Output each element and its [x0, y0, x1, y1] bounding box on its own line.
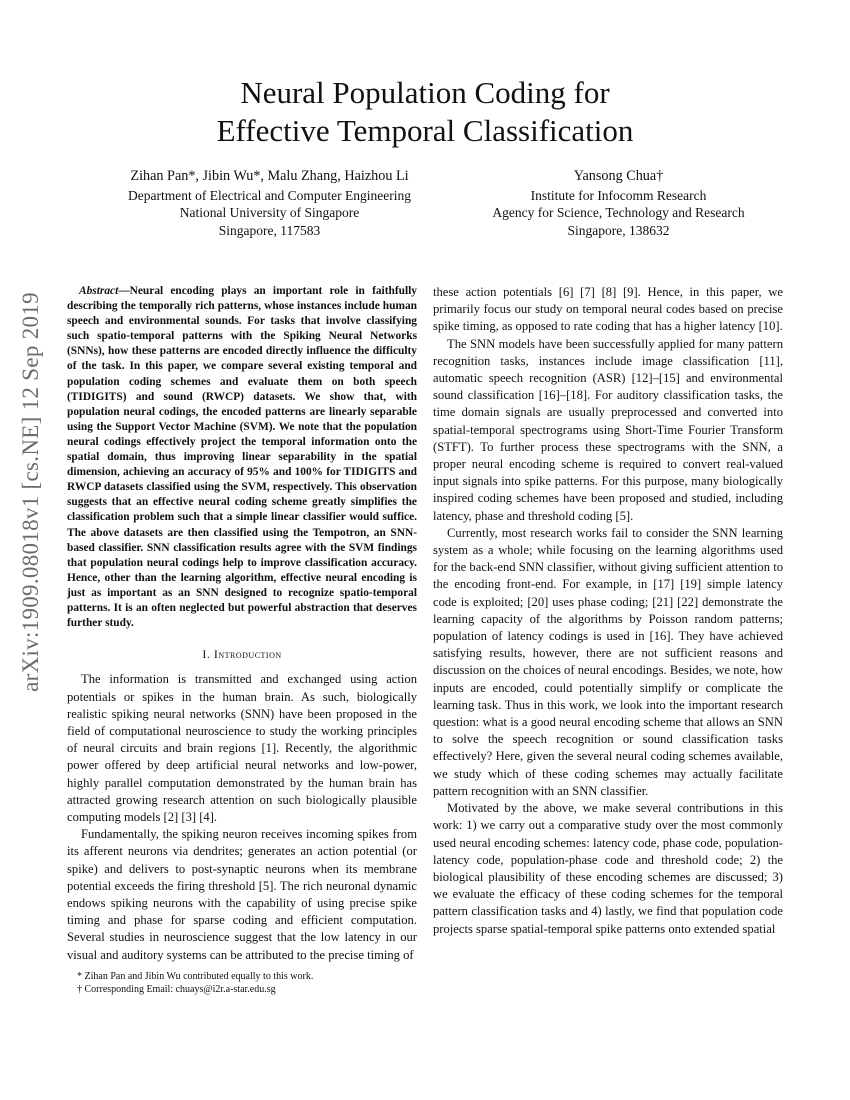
paragraph: Motivated by the above, we make several contributions in this work: 1) we carry out a comparative study over the most commonly used neural encoding schemes: latency code, phase code, population-latency code, population-phase code and threshold code; 2) the biological plausibility of these encoding schemes are discussed; 3) we evaluate the efficacy of these coding schemes for the temporal pattern classification tasks and 4) lastly, we find that population code projects sparse spatial-temporal spike patterns onto extended spatial [433, 801, 783, 936]
author-block-2 [456, 168, 781, 239]
section-heading-introduction [67, 646, 417, 663]
author-block-1 [112, 168, 427, 239]
footnotes [67, 970, 417, 996]
author-names: Yansong Chua† [573, 168, 664, 184]
footnote: † Corresponding Email: chuays@i2r.a-star.edu.sg [77, 984, 276, 995]
abstract [67, 284, 417, 631]
author-affiliation: Institute for Infocomm Research [530, 187, 707, 203]
title-line-2: Effective Temporal Classification [216, 113, 634, 148]
title-line-1: Neural Population Coding for [240, 75, 610, 110]
paragraph: Fundamentally, the spiking neuron receives incoming spikes from its afferent neurons via dendrites; generates an action potential (or spike) and delivers to post-synaptic neurons when its membrane potential exceeds the firing threshold [5]. The rich neuronal dynamic endows spiking neurons with the capability of using precise spike timing and phase for sparse coding and efficient computation. Several studies in neuroscience suggest that the low latency in our visual and auditory systems can be attributed to the precise timing of [67, 827, 417, 962]
author-address: Singapore, 117583 [218, 222, 321, 238]
abstract-text: —Neural encoding plays an important role in faithfully describing the temporally rich patterns, whose instances include human speech and environmental sounds. For tasks that involve classifying such spatio-temporal patterns with the Spiking Neural Networks (SNNs), how these patterns are encoded directly influence the difficulty of the task. In this paper, we compare several existing temporal and population coding schemes and evaluate them on both speech (TIDIGITS) and sound (RWCP) datasets. We show that, with population neural codings, the encoded patterns are linearly separable using the Support Vector Machine (SVM). We note that the population neural codings effectively project the temporal information onto the spatial domain, thus improving linear separability in the spatial dimension, achieving an accuracy of 95% and 100% for TIDIGITS and RWCP datasets classified using the SVM, respectively. This observation suggests that an effective neural coding scheme greatly simplifies the classification problem such that a simple linear classifier would suffice. The above datasets are then classified using the Tempotron, an SNN-based classifier. SNN classification results agree with the SVM findings that population neural codings help to improve classification accuracy. Hence, other than the learning algorithm, effective neural encoding is just as important as an SNN designed to recognize spatio-temporal patterns. It is an often neglected but powerful abstraction that deserves further study. [67, 285, 417, 630]
author-address: Singapore, 138632 [567, 222, 670, 238]
paragraph: The SNN models have been successfully applied for many pattern recognition tasks, instances include image classification [11], automatic speech recognition (ASR) [12]–[15] and environmental sound classification [16]–[18]. For auditory classification tasks, the time domain signals are usually preprocessed and converted into spatial-temporal spectrograms using Short-Time Fourier Transform (STFT). To further process these spectrograms with the SNN, a proper neural encoding scheme is required to convert real-valued input signals into spike patterns. For this purpose, many biologically inspired coding schemes have been proposed and studied, including latency, phase and threshold coding [5]. [433, 336, 783, 523]
arxiv-identifier [15, 292, 47, 692]
author-affiliation: National University of Singapore [179, 205, 360, 220]
arxiv-id-text: arXiv:1909.08018v1 [cs.NE] 12 Sep 2019 [18, 292, 43, 692]
abstract-label: Abstract [79, 285, 119, 297]
footnote: * Zihan Pan and Jibin Wu contributed equally to this work. [77, 971, 314, 982]
paragraph: these action potentials [6] [7] [8] [9]. Hence, in this paper, we primarily focus our study on temporal neural codes based on precise spike timing, as opposed to rate coding that has a higher latency [10]. [433, 285, 783, 334]
author-affiliation: Department of Electrical and Computer Engineering [127, 187, 412, 203]
section-number: I. [202, 647, 211, 662]
right-column [433, 284, 783, 938]
left-column [67, 284, 417, 964]
author-affiliation: Agency for Science, Technology and Research [492, 205, 745, 220]
paper-title [0, 74, 850, 150]
section-title: Introduction [213, 647, 282, 662]
paragraph: Currently, most research works fail to consider the SNN learning system as a whole; while focusing on the learning algorithms used for the back-end SNN classifier, without giving sufficient attention to the encoding front-end. For example, in [17] [19] simple latency code is exploited; [20] uses phase coding; [21] [22] demonstrate the learning capacity of the algorithms by Poisson random patterns; population of latency codings is used in [16]. They have achieved satisfying results, however, there are not sufficient reasons and discussion on the choices of neural encodings. Besides, we note, how inputs are encoded, could potentially simplify or complicate the learning task. Thus in this work, we look into the important research question: what is a good neural encoding scheme that allows an SNN to solve the speech recognition or sound classification tasks effectively? Here, given the several neural coding schemes available, we study which of these coding schemes may actually facilitate pattern recognition with an SNN classifier. [433, 525, 783, 798]
paragraph: The information is transmitted and exchanged using action potentials or spikes in the human brain. As such, biologically realistic spiking neural networks (SNN) have been proposed in the field of computational neuroscience to study the working principles of neural circuits and brain regions [1]. Recently, the algorithmic power offered by deep artificial neural networks and low-power, highly parallel computation demonstrated by the human brain has attracted growing research attention on such biologically plausible computing models [2] [3] [4]. [67, 672, 417, 824]
author-names: Zihan Pan*, Jibin Wu*, Malu Zhang, Haizhou Li [130, 168, 409, 184]
